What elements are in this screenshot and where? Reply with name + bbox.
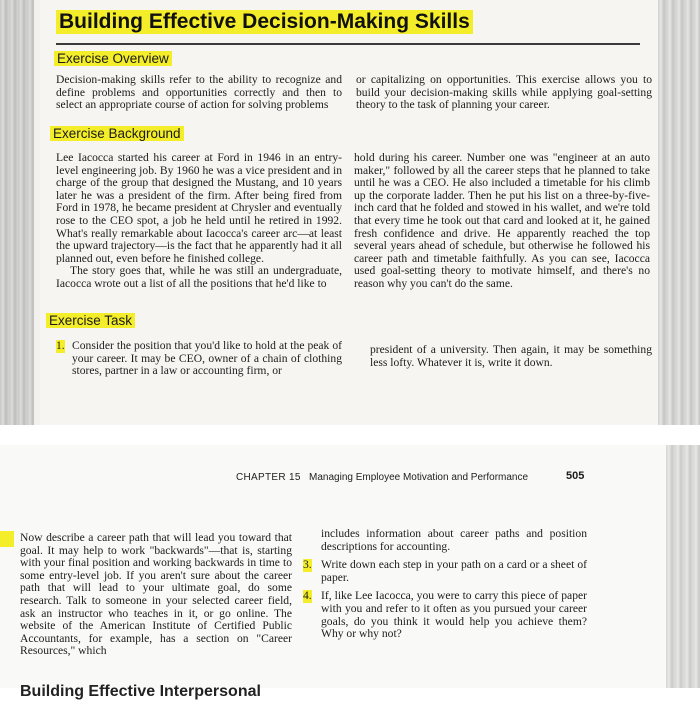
task-item-2-left xyxy=(20,532,292,658)
page-number: 505 xyxy=(566,470,585,482)
background-right-text xyxy=(354,152,650,291)
background-heading: Exercise Background xyxy=(50,126,184,141)
background-left-text xyxy=(56,152,342,291)
overview-heading: Exercise Overview xyxy=(54,51,172,66)
list-number: 1. xyxy=(56,339,65,352)
scan-edge-left xyxy=(0,0,34,425)
running-header xyxy=(236,472,528,483)
task-item-2-continuation: includes information about career paths and position descriptions for accounting. xyxy=(321,527,587,553)
list-number: 3. xyxy=(303,558,312,572)
scan-edge-right xyxy=(658,0,700,425)
background-right-paragraph: hold during his career. Number one was "engineer at an auto maker," followed by all the career steps that he planned to take until he was a CEO. He also included a timetable for his climb up the corporate ladder. Then he put his list on a three-by-five-inch card that he folded and stowed in his wallet, and we're told that every time he took out that card and looked at it, he gained fresh confidence and drive. He apparently reached the top several years ahead of schedule, but otherwise he followed his career path and timetable faithfully. As you can see, Iacocca used goal-setting theory to motivate himself, and there's no reason why you can't do the same. xyxy=(354,151,650,290)
task-item-1-left xyxy=(56,340,342,378)
background-paragraph-2: The story goes that, while he was still an undergraduate, Iacocca wrote out a list of all the positions that he'd like to xyxy=(56,264,342,290)
list-number: 4. xyxy=(303,589,312,603)
title-rule xyxy=(56,43,640,45)
chapter-title: Managing Employee Motivation and Performance xyxy=(309,472,529,483)
task-item-1-right xyxy=(370,344,652,369)
background-paragraph-1: Lee Iacocca started his career at Ford in 1946 in an entry-level engineering job. By 1960 he was a vice president and in charge of the group that designed the Mustang, and 10 years later he was a president of the firm. After being fired from Ford in 1978, he became president at Chrysler and eventually rose to the CEO spot, a job he held until he retired in 1992. What's really remarkable about Iacocca's career arc—at least the upward trajectory—is the fact that he apparently had it all planned out, even before he finished college. xyxy=(56,151,342,265)
bottom-page xyxy=(0,445,700,700)
page-title: Building Effective Decision-Making Skills xyxy=(56,10,473,34)
highlight-marker xyxy=(0,531,14,547)
overview-right-paragraph: or capitalizing on opportunities. This exercise allows you to build your decision-making skills while applying goal-setting theory to the task of planning your career. xyxy=(356,73,652,112)
scan-edge-right-bottom xyxy=(666,445,700,688)
task-heading: Exercise Task xyxy=(46,313,135,328)
task-item-3-text: Write down each step in your path on a card or a sheet of paper. xyxy=(321,558,587,584)
list-item xyxy=(303,559,587,584)
chapter-label: CHAPTER 15 xyxy=(236,472,301,483)
overview-left-text xyxy=(56,74,342,112)
task-items-right xyxy=(303,528,587,641)
cut-off-heading: Building Effective Interpersonal xyxy=(20,683,261,700)
task-item-1-text: Consider the position that you'd like to hold at the peak of your career. It may be CEO, owner of a chain of clothing stores, partner in a law or accounting firm, or xyxy=(72,339,342,378)
overview-right-text xyxy=(356,74,652,112)
task-item-1-continuation: president of a university. Then again, it may be something less lofty. Whatever it is, write it down. xyxy=(370,343,652,369)
task-item-2-text: Now describe a career path that will lead you toward that goal. It may help to work "backwards"—that is, starting with your final position and working backwards in time to some entry-level job. If you aren't sure about the career path that will lead to your ultimate goal, do some research. Talk to someone in your selected career field, ask an instructor who teaches in it, or go online. The website of the American Institute of Certified Public Accountants, for example, has a section on "Career Resources," which xyxy=(20,531,292,658)
page-gap xyxy=(0,425,700,445)
list-item xyxy=(303,590,587,640)
task-item-4-text: If, like Lee Iacocca, you were to carry this piece of paper with you and refer to it often as you pursued your career goals, do you think it would help you achieve them? Why or why not? xyxy=(321,589,587,641)
list-item xyxy=(56,340,342,378)
overview-left-paragraph: Decision-making skills refer to the ability to recognize and define problems and opportunities correctly and then to select an appropriate course of action for solving problems xyxy=(56,73,342,112)
